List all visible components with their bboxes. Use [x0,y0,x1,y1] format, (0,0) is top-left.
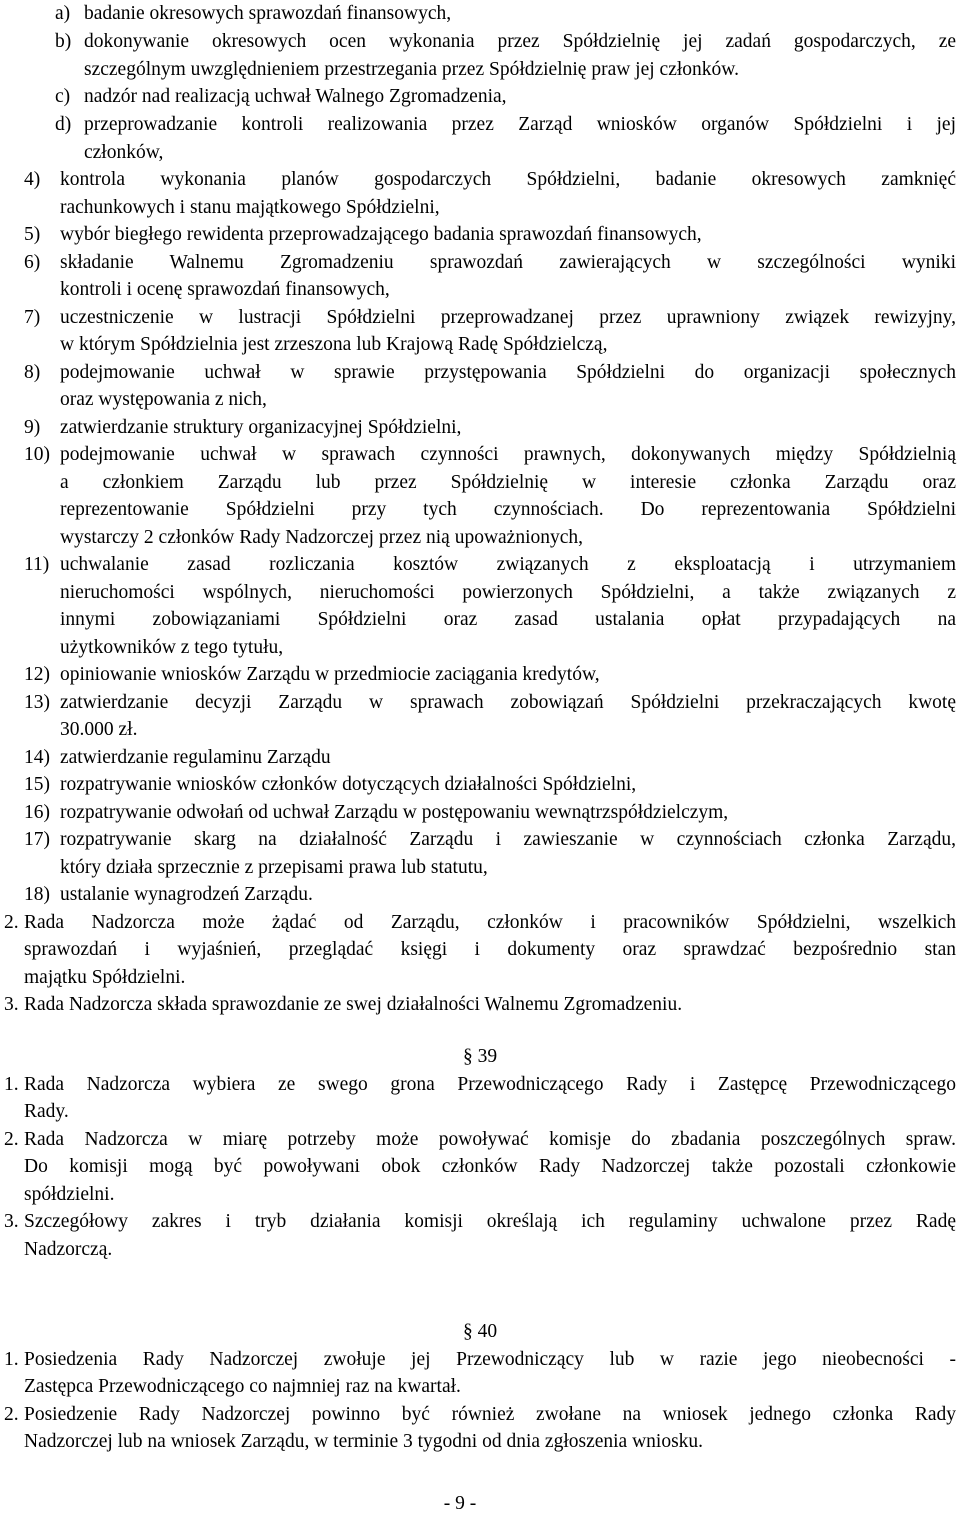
item-text: podejmowanie uchwał w sprawie przystępowania Spółdzielni do organizacji społecznych [60,362,956,383]
para-text: Do komisji mogą być powoływani obok członków Rady Nadzorczej także pozostali członkowie [24,1156,956,1177]
para-text: Rada Nadzorcza wybiera ze swego grona Przewodniczącego Rady i Zastępcę Przewodniczącego [24,1074,956,1095]
item-label: 12) [24,664,50,685]
page-number: - 9 - [443,1493,477,1514]
para-label: 3. [4,994,19,1015]
item-text: rozpatrywanie skarg na działalność Zarządu i zawieszanie w czynnościach członka Zarządu, [60,829,956,850]
item-label: 9) [24,417,41,438]
item-label: 15) [24,774,50,795]
item-label: 6) [24,252,41,273]
item-text: rozpatrywanie odwołań od uchwał Zarządu w postępowaniu wewnątrzspółdzielczym, [60,802,729,823]
item-text: zatwierdzanie regulaminu Zarządu [60,747,331,768]
item-label: 17) [24,829,50,850]
para-text: Nadzorczą. [24,1239,113,1260]
para-label: 2. [4,912,19,933]
item-label: 10) [24,444,50,465]
item-text: innymi zobowiązaniami Spółdzielni oraz zasad ustalania opłat przypadających na [60,609,956,630]
item-label: 14) [24,747,50,768]
item-label: c) [55,86,71,107]
item-label: 18) [24,884,50,905]
section-heading: § 40 [462,1321,498,1342]
item-text: użytkowników z tego tytułu, [60,637,284,658]
item-text: oraz występowania z nich, [60,389,267,410]
item-text: reprezentowanie Spółdzielni przy tych czynnościach. Do reprezentowania Spółdzielni [60,499,956,520]
para-text: majątku Spółdzielni. [24,967,186,988]
para-text: Rada Nadzorcza może żądać od Zarządu, członków i pracowników Spółdzielni, wszelkich [24,912,956,933]
para-text: sprawozdań i wyjaśnień, przeglądać księgi i dokumenty oraz sprawdzać bezpośrednio stan [24,939,956,960]
section-heading: § 39 [462,1046,498,1067]
item-label: 5) [24,224,41,245]
para-text: Posiedzenia Rady Nadzorczej zwołuje jej Przewodniczący lub w razie jego nieobecności - [24,1349,956,1370]
item-text-cont: szczególnym uwzględnieniem przestrzegania przez Spółdzielnię praw jej członków. [84,59,739,80]
para-text: Rada Nadzorcza w miarę potrzeby może powoływać komisje do zbadania poszczególnych spraw. [24,1129,956,1150]
item-label: 13) [24,692,50,713]
item-text: a członkiem Zarządu lub przez Spółdzielnię w interesie członka Zarządu oraz [60,472,956,493]
item-text: w którym Spółdzielnia jest zrzeszona lub Krajową Radę Spółdzielczą, [60,334,608,355]
item-text: nieruchomości wspólnych, nieruchomości powierzonych Spółdzielni, a także związanych z [60,582,956,603]
para-text: spółdzielni. [24,1184,115,1205]
item-text: ustalanie wynagrodzeń Zarządu. [60,884,313,905]
item-text: przeprowadzanie kontroli realizowania przez Zarząd wniosków organów Spółdzielni i jej [84,114,956,135]
item-text: uchwalanie zasad rozliczania kosztów związanych z eksploatacją i utrzymaniem [60,554,956,575]
item-text: 30.000 zł. [60,719,138,740]
item-text: kontrola wykonania planów gospodarczych Spółdzielni, badanie okresowych zamknięć [60,169,956,190]
item-text-cont: członków, [84,142,164,163]
para-text: Nadzorczej lub na wniosek Zarządu, w terminie 3 tygodni od dnia zgłoszenia wniosku. [24,1431,704,1452]
item-text: rachunkowych i stanu majątkowego Spółdzielni, [60,197,440,218]
item-text: zatwierdzanie decyzji Zarządu w sprawach zobowiązań Spółdzielni przekraczających kwotę [60,692,956,713]
item-text: składanie Walnemu Zgromadzeniu sprawozdań zawierających w szczególności wyniki [60,252,956,273]
para-label: 3. [4,1211,19,1232]
para-text: Rada Nadzorcza składa sprawozdanie ze swej działalności Walnemu Zgromadzeniu. [24,994,683,1015]
item-text: opiniowanie wniosków Zarządu w przedmiocie zaciągania kredytów, [60,664,600,685]
para-label: 1. [4,1349,19,1370]
para-text: Posiedzenie Rady Nadzorczej powinno być również zwołane na wniosek jednego członka Rady [24,1404,956,1425]
item-label: 11) [24,554,50,575]
item-text: wystarczy 2 członków Rady Nadzorczej przez nią upoważnionych, [60,527,584,548]
item-text: zatwierdzanie struktury organizacyjnej Spółdzielni, [60,417,462,438]
item-label: 8) [24,362,41,383]
para-text: Rady. [24,1101,69,1122]
item-text: podejmowanie uchwał w sprawach czynności prawnych, dokonywanych między Spółdzielnią [60,444,956,465]
item-text: dokonywanie okresowych ocen wykonania przez Spółdzielnię jej zadań gospodarczych, ze [84,31,956,52]
item-text: kontroli i ocenę sprawozdań finansowych, [60,279,390,300]
item-label: 16) [24,802,50,823]
para-label: 2. [4,1129,19,1150]
para-label: 1. [4,1074,19,1095]
item-label: a) [55,3,71,24]
para-text: Szczegółowy zakres i tryb działania komisji określają ich regulaminy uchwalone przez Radę [24,1211,956,1232]
item-text: który działa sprzecznie z przepisami prawa lub statutu, [60,857,488,878]
item-text: rozpatrywanie wniosków członków dotyczących działalności Spółdzielni, [60,774,637,795]
para-text: Zastępca Przewodniczącego co najmniej raz na kwartał. [24,1376,461,1397]
item-text: nadzór nad realizacją uchwał Walnego Zgromadzenia, [84,86,507,107]
item-label: 7) [24,307,41,328]
item-label: d) [55,114,72,135]
para-label: 2. [4,1404,19,1425]
item-text: wybór biegłego rewidenta przeprowadzającego badania sprawozdań finansowych, [60,224,702,245]
item-text: badanie okresowych sprawozdań finansowych, [84,3,452,24]
item-label: b) [55,31,72,52]
item-text: uczestniczenie w lustracji Spółdzielni przeprowadzanej przez uprawniony związek rewizyjny, [60,307,956,328]
item-label: 4) [24,169,41,190]
